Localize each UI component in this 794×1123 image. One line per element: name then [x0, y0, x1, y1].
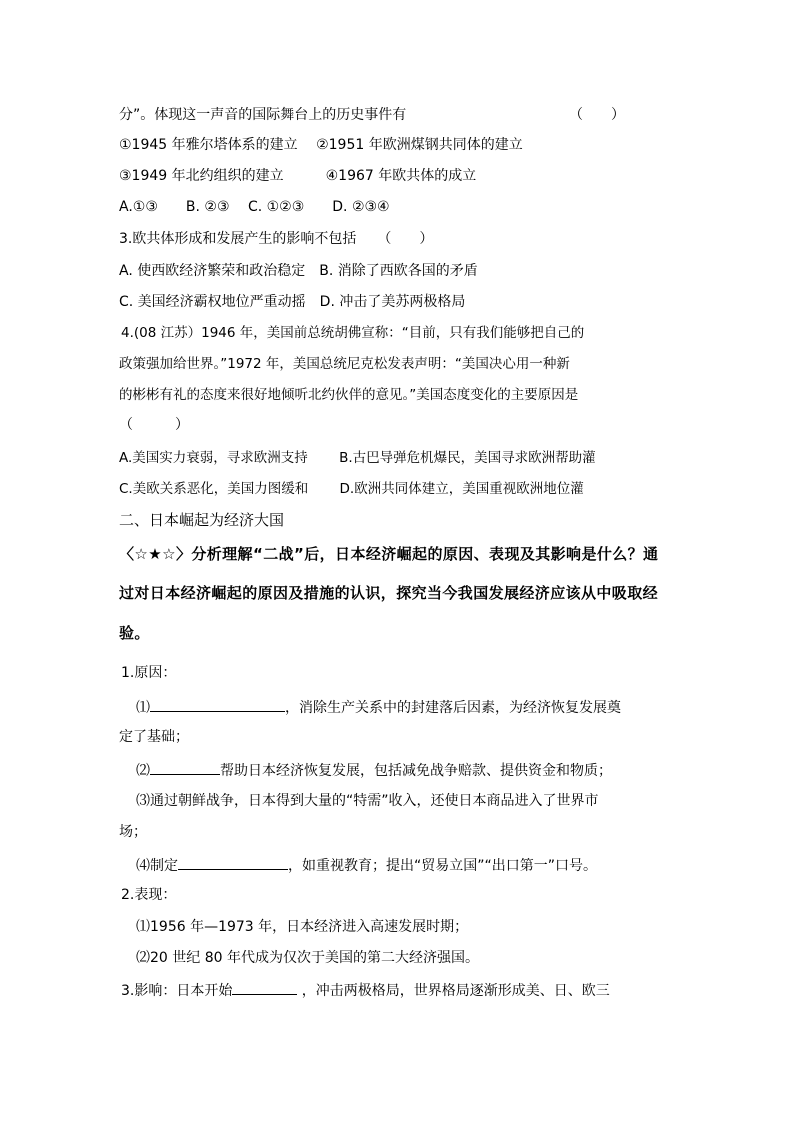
causes-title: 1.原因： — [121, 665, 177, 681]
q3-stem: 3.欧共体形成和发展产生的影响不包括 （ ） — [119, 231, 434, 247]
impact-blank[interactable] — [232, 980, 297, 995]
q4-options-cd: C.美欧关系恶化，美国力图缓和 D.欧洲共同体建立，美国重视欧洲地位灌 — [119, 481, 584, 497]
q3-options-ab: A. 使西欧经济繁荣和政治稳定 B. 消除了西欧各国的矛盾 — [119, 263, 478, 279]
cause-3: ⑶通过朝鲜战争，日本得到大量的“特需”收入，还使日本商品进入了世界市 — [136, 793, 599, 809]
q4-stem-line1: 4.(08 江苏）1946 年，美国前总统胡佛宣称：“目前，只有我们能够把自己的 — [121, 325, 585, 341]
section-prompt-line2: 过对日本经济崛起的原因及措施的认识，探究当今我国发展经济应该从中吸取经 — [119, 584, 659, 602]
q3-options-cd: C. 美国经济霸权地位严重动摇 D. 冲击了美苏两极格局 — [119, 294, 466, 310]
section-prompt-line3: 验。 — [119, 624, 150, 642]
q2-options-1-2: ①1945 年雅尔塔体系的建立 ②1951 年欧洲煤钢共同体的建立 — [119, 137, 523, 153]
q2-options-3-4: ③1949 年北约组织的建立 ④1967 年欧共体的成立 — [119, 168, 477, 184]
cause-1-continued: 定了基础； — [119, 729, 189, 745]
q4-stem-line2: 政策强加给世界。”1972 年，美国总统尼克松发表声明：“美国决心用一种新 — [119, 356, 570, 372]
performance-title: 2.表现： — [121, 887, 177, 903]
q2-answer-paren: （ ） — [569, 107, 625, 123]
cause-1: ⑴ ，消除生产关系中的封建落后因素，为经济恢复发展奠 — [136, 697, 621, 717]
cause-4: ⑷制定 ，如重视教育；提出“贸易立国”“出口第一”口号。 — [136, 855, 597, 875]
q4-options-ab: A.美国实力衰弱，寻求欧洲支持 B.古巴导弹危机爆民，美国寻求欧洲帮助灌 — [119, 450, 596, 466]
impact-line: 3.影响：日本开始 ，冲击两极格局，世界格局逐渐形成美、日、欧三 — [121, 980, 610, 1000]
q4-answer-paren: （ ） — [119, 417, 189, 433]
cause-3-continued: 场； — [119, 824, 147, 840]
q2-stem-tail: 分”。体现这一声音的国际舞台上的历史事件有 （ ） — [119, 107, 625, 123]
performance-1: ⑴1956 年—1973 年，日本经济进入高速发展时期； — [136, 919, 469, 935]
cause-2: ⑵ 帮助日本经济恢复发展，包括减免战争赔款、提供资金和物质； — [136, 760, 612, 780]
section-prompt-line1: 〈☆★☆〉分析理解“二战”后，日本经济崛起的原因、表现及其影响是什么？通 — [119, 545, 659, 563]
cause-2-blank[interactable] — [150, 760, 220, 775]
q4-stem-line3: 的彬彬有礼的态度来很好地倾听北约伙伴的意见。”美国态度变化的主要原因是 — [119, 387, 579, 403]
section-heading: 二、日本崛起为经济大国 — [119, 511, 285, 529]
cause-1-blank[interactable] — [150, 697, 285, 712]
cause-4-blank[interactable] — [178, 855, 288, 870]
performance-2: ⑵20 世纪 80 年代成为仅次于美国的第二大经济强国。 — [136, 950, 479, 966]
q2-choices: A.①③ B. ②③ C. ①②③ D. ②③④ — [119, 199, 390, 215]
